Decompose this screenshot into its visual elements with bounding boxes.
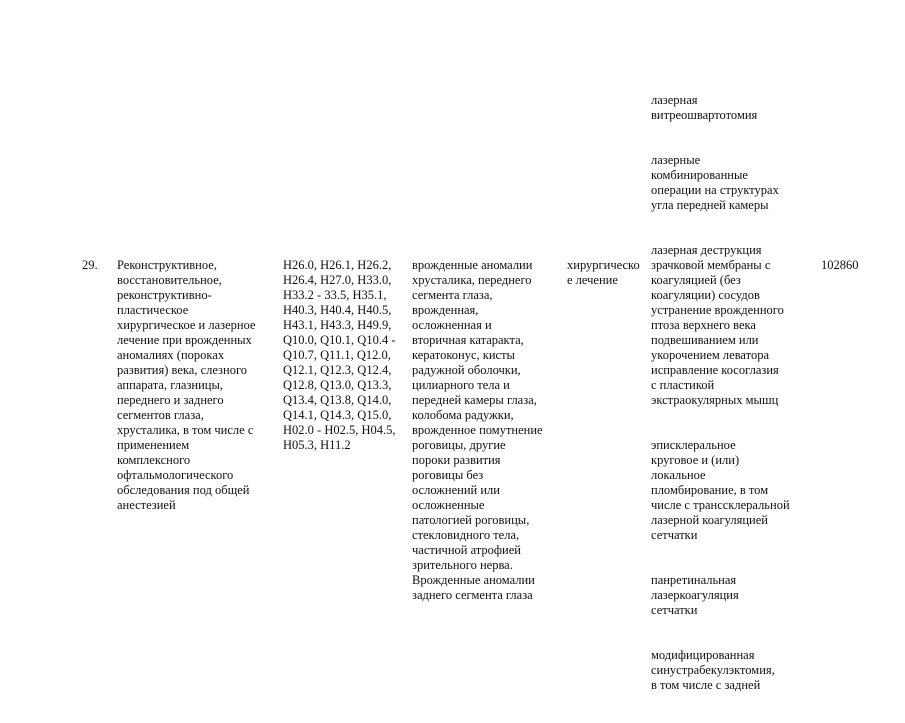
treatment-type: хирургическо е лечение: [567, 258, 640, 287]
method-item: панретинальная лазеркоагуляция сетчатки: [651, 573, 739, 617]
care-type-name: Реконструктивное, восстановительное, реконструктивно- пластическое хирургическое и лазерное лечение при врожденных аномалиях (пороках развития) века, слезного аппарата, глазницы, переднего и заднего сегментов глаза, хрусталика, в том числе с применением комплексного офтальмологического обследования под общей анестезией: [117, 258, 256, 512]
method-item: модифицированная синустрабекулэктомия, в том числе с задней: [651, 648, 775, 692]
treatment-methods: [651, 78, 816, 723]
method-item: лазерная витреошвартотомия: [651, 93, 758, 122]
icd-codes: H26.0, H26.1, H26.2, H26.4, H27.0, H33.0, H33.2 - 33.5, H35.1, H40.3, H40.4, H40.5, H43.1, H43.3, H49.9, Q10.0, Q10.1, Q10.4 - Q10.7, Q11.1, Q12.0, Q12.1, Q12.3, Q12.4, Q12.8, Q13.0, Q13.3, Q13.4, Q13.8, Q14.0, Q14.1, Q14.3, Q15.0, H02.0 - H02.5, H04.5, H05.3, H11.2: [283, 258, 396, 452]
row-number: 29.: [82, 258, 98, 272]
patient-model: врожденные аномалии хрусталика, переднего сегмента глаза, врожденная, осложненная и вторичная катаракта, кератоконус, кисты радужной оболочки, цилиарного тела и передней камеры глаза, колобома радужки, врожденное помутнение роговицы, другие пороки развития роговицы без осложнений или осложненные патологией роговицы, стекловидного тела, частичной атрофией зрительного нерва. Врожденные аномалии заднего сегмента глаза: [412, 258, 543, 602]
method-item: лазерная деструкция зрачковой мембраны с коагуляцией (без коагуляции) сосудов устранение врожденного птоза верхнего века подвешиванием или укорочением леватора исправление косоглазия с пластикой экстраокулярных мышц: [651, 243, 784, 407]
cost-value: 102860: [821, 258, 859, 272]
method-item: эписклеральное круговое и (или) локальное пломбирование, в том числе с транссклеральной лазерной коагуляцией сетчатки: [651, 438, 790, 542]
method-item: лазерные комбинированные операции на структурах угла передней камеры: [651, 153, 779, 212]
